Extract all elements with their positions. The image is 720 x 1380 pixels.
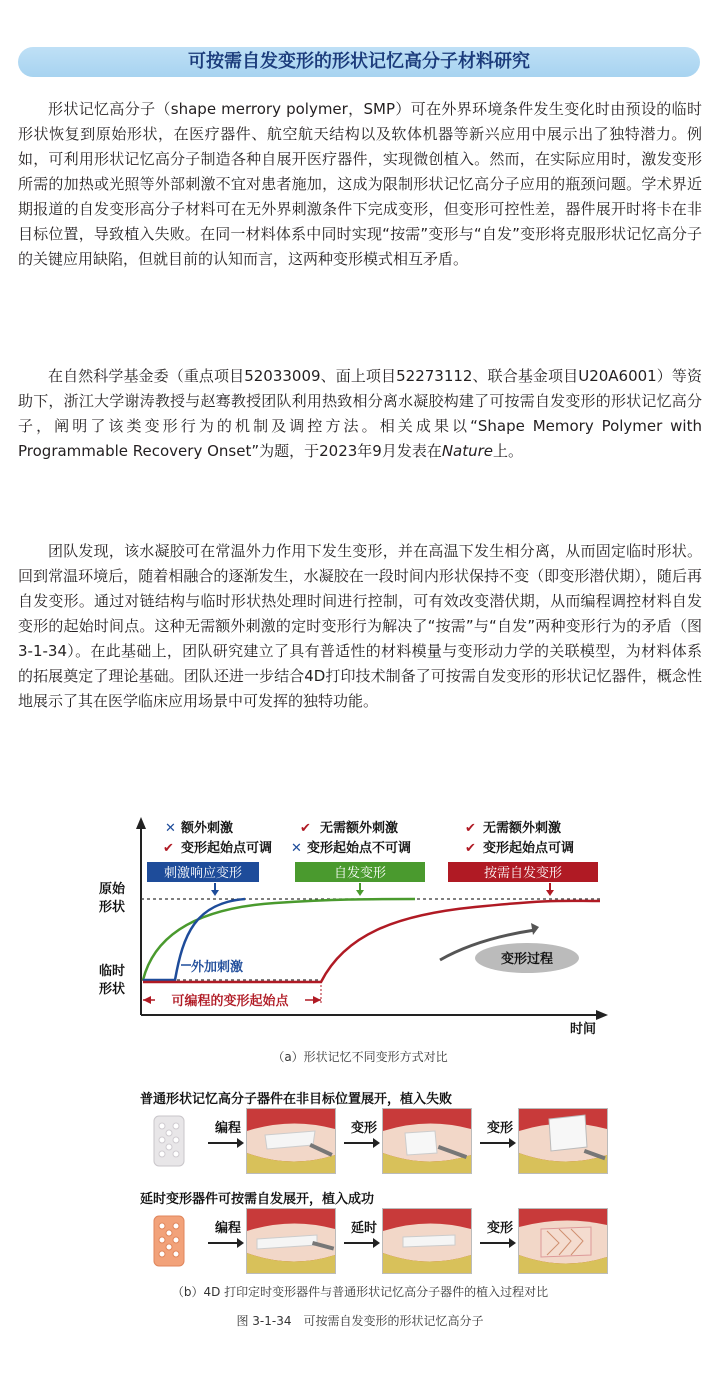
y-axis-arrow <box>136 817 146 829</box>
col1-line2: 变形起始点可调 <box>181 841 273 856</box>
paragraph-1: 形状记忆高分子（shape merrory polymer，SMP）可在外界环境条件发生变化时由预设的临时形状恢复到原始形状，在医疗器件、航空航天结构以及软体机器等新兴应用中展示出了独特潜力。例如，可利用形状记忆高分子制造各种自展开医疗器件，实现微创植入。然而，在实际应用时，激发变形所需的加热或光照等外部刺激不宜对患者施加，这成为限制形状记忆高分子应用的瓶颈问题。学术界近期报道的自发变形高分子材料可在无外界刺激条件下完成变形，但变形可控性差，器件展开时将卡在非目标位置，导致植入失败。在同一材料体系中同时实现“按需”变形与“自发”变形将克服形状记忆高分子的关键应用缺陷，但就目前的认知而言，这两种变形模式相互矛盾。 <box>18 100 702 268</box>
paragraph-2-tail: 上。 <box>493 442 524 460</box>
page-title: 可按需自发变形的形状记忆高分子材料研究 <box>18 47 700 77</box>
row1-title: 普通形状记忆高分子器件在非目标位置展开，植入失败 <box>140 1092 453 1107</box>
check-mark-1: ✔ <box>163 841 174 856</box>
check-mark-4: ✔ <box>465 841 476 856</box>
row1-photo-2 <box>382 1108 472 1174</box>
figure-caption: 图 3-1-34 可按需自发变形的形状记忆高分子 <box>236 1314 484 1328</box>
onset-label: 可编程的变形起始点 <box>171 994 289 1009</box>
caption-a: （a）形状记忆不同变形方式对比 <box>272 1050 448 1064</box>
on-demand-label: 按需自发变形 <box>483 866 563 881</box>
col3-line1: 无需额外刺激 <box>483 821 562 836</box>
onset-bracket-left <box>143 996 151 1004</box>
lattice-cylinder-white <box>140 1108 198 1172</box>
onset-bracket-right <box>313 996 321 1004</box>
row2-arrow-3 <box>480 1242 510 1244</box>
paragraph-2-main: 在自然科学基金委（重点项目52033009、面上项目52273112、联合基金项目U20A6001）等资助下，浙江大学谢涛教授与赵骞教授团队利用热致相分离水凝胶构建了可按需自发变形的形状记忆高分子，阐明了该类变形行为的机制及调控方法。相关成果以“Shape Memory Polymer with Programmable Recovery Onset”为题，于2023年9月发表在 <box>18 367 702 460</box>
row2-arrow-label-2: 延时 <box>350 1221 377 1236</box>
caption-b: （b）4D 打印定时变形器件与普通形状记忆高分子器件的植入过程对比 <box>171 1285 549 1299</box>
row1-photo-1 <box>246 1108 336 1174</box>
row2-device-photo <box>140 1208 198 1272</box>
row1-photo-3 <box>518 1108 608 1174</box>
row2-title: 延时变形器件可按需自发展开，植入成功 <box>140 1192 375 1207</box>
stimulus-response-label: 刺激响应变形 <box>163 866 243 881</box>
row1-arrow-3 <box>480 1142 510 1144</box>
process-label: 变形过程 <box>500 952 554 967</box>
vessel-scene <box>519 1109 607 1173</box>
row1-device-photo <box>140 1108 198 1172</box>
row1-arrow-2 <box>344 1142 374 1144</box>
deformation-comparison-figure <box>95 815 615 1040</box>
col2-pointer-head <box>356 890 364 896</box>
check-mark-3: ✔ <box>465 821 476 836</box>
stimulus-annotation: 外加刺激 <box>191 960 244 975</box>
x-axis-arrow <box>596 1010 608 1020</box>
check-mark-2: ✔ <box>300 821 311 836</box>
y-label-original-1: 原始 <box>99 882 126 897</box>
row1-arrow-label-3: 变形 <box>486 1121 513 1136</box>
lattice-cylinder-orange <box>140 1208 198 1272</box>
row2-arrow-label-1: 编程 <box>214 1221 241 1236</box>
x-axis-label: 时间 <box>570 1022 597 1037</box>
col1-pointer-head <box>211 890 219 896</box>
journal-name: Nature <box>441 442 494 460</box>
vessel-scene <box>247 1209 335 1273</box>
y-label-temporary-1: 临时 <box>99 964 126 979</box>
y-label-temporary-2: 形状 <box>99 982 126 997</box>
row2-arrow-label-3: 变形 <box>486 1221 513 1236</box>
row2-photo-2 <box>382 1208 472 1274</box>
spontaneous-label: 自发变形 <box>333 866 387 881</box>
spontaneous-curve <box>143 899 415 980</box>
y-label-original-2: 形状 <box>99 900 126 915</box>
cross-mark-2: ✕ <box>291 841 302 856</box>
row1-arrow-label-2: 变形 <box>350 1121 377 1136</box>
cross-mark-1: ✕ <box>165 821 176 836</box>
row2-arrow-2 <box>344 1242 374 1244</box>
vessel-scene <box>383 1109 471 1173</box>
paragraph-2 <box>18 364 702 464</box>
col2-line2: 变形起始点不可调 <box>307 841 412 856</box>
row2-photo-1 <box>246 1208 336 1274</box>
col3-line2: 变形起始点可调 <box>483 841 575 856</box>
paragraph-3: 团队发现，该水凝胶可在常温外力作用下发生变形，并在高温下发生相分离，从而固定临时形状。回到常温环境后，随着相融合的逐渐发生，水凝胶在一段时间内形状保持不变（即变形潜伏期），随后再自发变形。通过对链结构与临时形状热处理时间进行控制，可有效改变潜伏期，从而编程调控材料自发变形的起始时间点。这种无需额外刺激的定时变形行为解决了“按需”与“自发”两种变形行为的矛盾（图3-1-34）。在此基础上，团队研究建立了具有普适性的材料模量与变形动力学的关联模型，为材料体系的拓展奠定了理论基础。团队还进一步结合4D打印技术制备了可按需自发变形的形状记忆器件，概念性地展示了其在医学临床应用场景中可发挥的独特功能。 <box>18 542 702 710</box>
row2-photo-3 <box>518 1208 608 1274</box>
vessel-scene <box>383 1209 471 1273</box>
row1-arrow-label-1: 编程 <box>214 1121 241 1136</box>
row2-arrow-1 <box>208 1242 238 1244</box>
col1-line1: 额外刺激 <box>181 821 234 836</box>
vessel-scene <box>519 1209 607 1273</box>
col2-line1: 无需额外刺激 <box>320 821 399 836</box>
col3-pointer-head <box>546 890 554 896</box>
process-arrow-head <box>531 923 539 935</box>
vessel-scene <box>247 1109 335 1173</box>
row1-arrow-1 <box>208 1142 238 1144</box>
